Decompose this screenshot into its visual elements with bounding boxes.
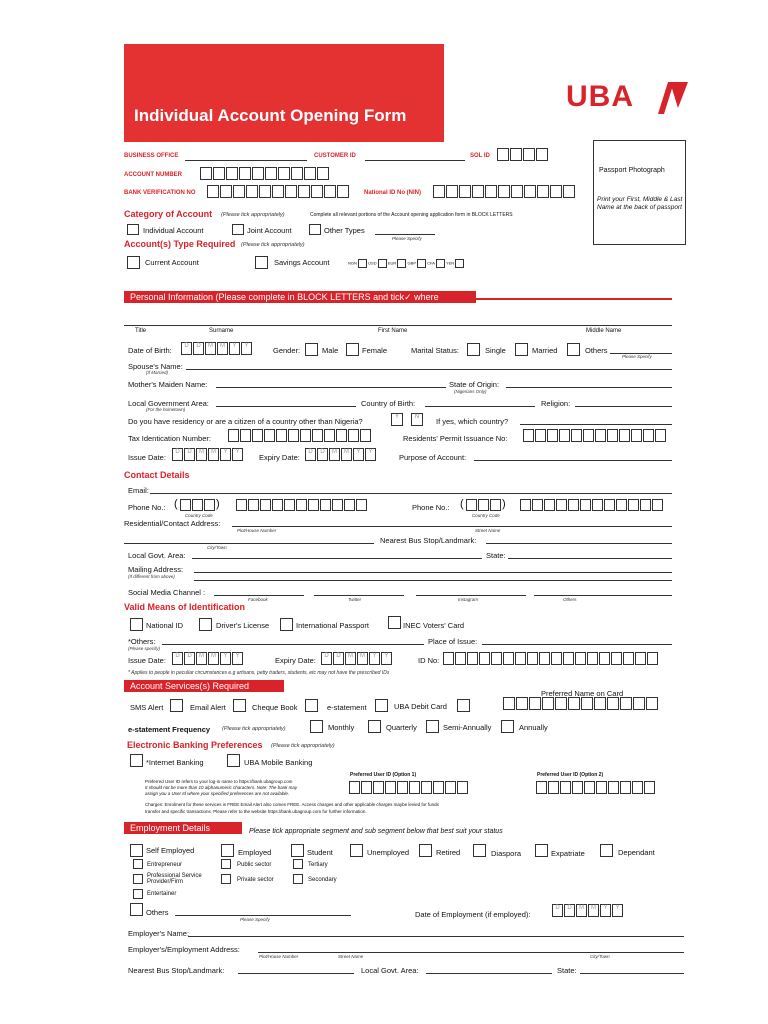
internet-banking-checkbox[interactable] [130, 754, 143, 767]
account-number-boxes[interactable] [200, 167, 330, 180]
sol-id-label: SOL ID [470, 153, 490, 159]
contact-lga-field[interactable] [192, 558, 482, 559]
spouse-field[interactable] [186, 369, 672, 370]
professional-label: Professional Service Provider/Firm [147, 873, 202, 885]
phone1-code-paren-close: ) [216, 498, 220, 510]
expiry-d2: D [317, 448, 328, 461]
currency-yen: YEN [445, 260, 455, 266]
diaspora-label: Diaspora [491, 849, 522, 858]
female-checkbox[interactable] [346, 343, 359, 356]
student-label: Student [307, 848, 333, 857]
issue-date-label: Issue Date: [128, 453, 166, 462]
issue-d1: D [172, 448, 183, 461]
issue-y1: Y [220, 448, 231, 461]
currency-eur-checkbox[interactable] [397, 259, 406, 268]
self-employed-label: Self Employed [146, 846, 195, 855]
dob-m1: M [205, 342, 216, 355]
residency-question: Do you have residency or are a citizen of a country other than Nigeria? [128, 417, 363, 426]
pref-id2-boxes[interactable] [536, 781, 656, 794]
single-checkbox[interactable] [467, 343, 480, 356]
charges-note2: transfer and specific transactions. Please refer to the website https://bank.ubagroup.com for further information. [145, 809, 367, 814]
id-expiry-date-boxes[interactable] [321, 652, 393, 665]
private-sector-checkbox[interactable] [221, 874, 231, 884]
spouse-label: Spouse's Name: [128, 362, 183, 371]
debit-card-checkbox[interactable] [457, 699, 470, 712]
estatement-frequency-hint: (Please tick appropriately) [222, 726, 286, 732]
title-label: Title [135, 328, 147, 334]
state-origin-label: State of Origin: [449, 380, 500, 389]
others-marital-specify: Please Specify [622, 354, 652, 359]
id-footnote: * Applies to people in peculiar circumstances e.g artisans, petty traders, students, etc may not have the prescribed IDs [128, 670, 390, 676]
id-expiry-d1: D [321, 652, 332, 665]
cheque-book-checkbox[interactable] [305, 699, 318, 712]
tin-label: Tax Identication Number: [128, 434, 211, 443]
issue-y2: Y [232, 448, 243, 461]
secondary-checkbox[interactable] [293, 874, 303, 884]
passport-label: International Passport [296, 621, 369, 630]
employment-banner: Employment Details [124, 822, 242, 834]
semi-annually-checkbox[interactable] [426, 720, 439, 733]
title-banner [124, 44, 444, 142]
employer-plot-hint: Plot/House Number [259, 954, 299, 959]
phone1-label: Phone No.: [128, 503, 166, 512]
emp-d1: D [552, 904, 563, 917]
student-checkbox[interactable] [291, 844, 304, 857]
nigerians-only-hint: (Nigerians Only) [454, 389, 487, 394]
facebook-label: Facebook [248, 597, 268, 602]
id-others-label: *Others: [128, 637, 156, 646]
joint-account-checkbox[interactable] [232, 224, 244, 235]
currency-gbp-checkbox[interactable] [417, 259, 426, 268]
employed-checkbox[interactable] [221, 844, 234, 857]
public-sector-checkbox[interactable] [221, 859, 231, 869]
inec-label: INEC Voters' Card [403, 621, 465, 630]
dob-boxes[interactable] [181, 342, 253, 355]
currency-usd-checkbox[interactable] [378, 259, 387, 268]
gender-label: Gender: [273, 346, 301, 355]
lga-label: Local Government Area: [128, 399, 209, 408]
mailing-hint: (If different from above) [128, 574, 175, 579]
instagram-label: Instagram [458, 597, 479, 602]
issue-d2: D [184, 448, 195, 461]
currency-cfa: CFA [427, 260, 435, 266]
id-expiry-y1: Y [369, 652, 380, 665]
unemployed-label: Unemployed [367, 848, 410, 857]
id-issue-m2: M [208, 652, 219, 665]
semi-annually-label: Semi-Annually [443, 723, 492, 732]
tertiary-label: Tertiary [308, 862, 328, 868]
individual-account-checkbox[interactable] [127, 224, 139, 235]
employer-lga-field[interactable] [426, 973, 552, 974]
currency-cfa-checkbox[interactable] [436, 259, 445, 268]
mailing-field[interactable] [194, 572, 672, 573]
residency-yes-box[interactable]: Y [391, 413, 403, 426]
dependant-label: Dependant [618, 848, 655, 857]
preferred-name-label: Preferred Name on Card [541, 689, 624, 698]
married-checkbox[interactable] [515, 343, 528, 356]
spouse-hint: (If Married) [146, 370, 169, 375]
id-expiry-date-label: Expiry Date: [275, 656, 316, 665]
emp-m1: M [576, 904, 587, 917]
unemployed-checkbox[interactable] [350, 844, 363, 857]
employment-others-label: Others [146, 908, 169, 917]
contact-heading: Contact Details [124, 470, 190, 480]
diaspora-checkbox[interactable] [473, 844, 486, 857]
marital-label: Marital Status: [411, 346, 459, 355]
lga-field[interactable] [216, 406, 356, 407]
form-title: Individual Account Opening Form [134, 106, 407, 125]
permit-boxes[interactable] [523, 429, 667, 442]
monthly-label: Monthly [328, 723, 355, 732]
currency-eur: EUR [387, 260, 397, 266]
name-line[interactable] [124, 325, 672, 326]
expatriate-checkbox[interactable] [535, 844, 548, 857]
quarterly-label: Quarterly [386, 723, 417, 732]
dob-d2: D [193, 342, 204, 355]
pref-id-note2: It should not be more than 10 alphanumeric characters. Note: The bank may [145, 785, 298, 790]
id-no-boxes[interactable] [443, 652, 659, 665]
debit-card-label: UBA Debit Card [394, 702, 447, 711]
business-office-field[interactable] [185, 160, 307, 161]
other-types-field[interactable] [375, 234, 435, 235]
phone1-boxes[interactable] [236, 499, 368, 511]
tin-boxes[interactable] [228, 429, 372, 442]
dependant-checkbox[interactable] [600, 844, 613, 857]
phone2-code-boxes[interactable] [466, 499, 502, 511]
religion-field[interactable] [575, 406, 672, 407]
nin-label: National ID No (NIN) [364, 190, 421, 196]
dob-y1: Y [229, 342, 240, 355]
passport-photo-box [593, 140, 686, 245]
email-alert-label: Email Alert [190, 703, 226, 712]
entertainer-label: Entertainer [147, 891, 177, 897]
phone1-code-boxes[interactable] [180, 499, 216, 511]
pref-id2-label: Preferred User ID (Option 2) [537, 772, 604, 778]
expiry-d1: D [305, 448, 316, 461]
address-city-hint: City/Town [207, 545, 227, 550]
address-line2[interactable] [124, 543, 374, 544]
individual-account-label: Individual Account [143, 226, 204, 235]
female-label: Female [362, 346, 388, 355]
country-birth-field[interactable] [425, 406, 535, 407]
currency-yen-checkbox[interactable] [455, 259, 464, 268]
professional-checkbox[interactable] [133, 874, 143, 884]
id-issue-m1: M [196, 652, 207, 665]
expiry-date-label: Expiry Date: [259, 453, 300, 462]
id-issue-d1: D [172, 652, 183, 665]
emp-m2: M [588, 904, 599, 917]
employment-others-specify: Please Specify [240, 917, 270, 922]
category-heading: Category of Account [124, 209, 213, 219]
twitter-field[interactable] [314, 595, 404, 596]
current-account-checkbox[interactable] [127, 256, 140, 269]
employer-street-hint: Street Name [338, 954, 364, 959]
lga-hint: (For the hometown) [146, 407, 186, 412]
id-issue-y1: Y [220, 652, 231, 665]
private-sector-label: Private sector [237, 877, 274, 883]
preferred-name-boxes[interactable] [503, 697, 659, 710]
ebanking-heading: Electronic Banking Preferences [127, 740, 263, 750]
purpose-field[interactable] [474, 460, 672, 461]
personal-info-banner: Personal Information (Please complete in BLOCK LETTERS and tick✓ where necessary) [124, 291, 476, 303]
contact-lga-label: Local Govt. Area: [128, 551, 186, 560]
mobile-banking-label: UBA Mobile Banking [244, 758, 313, 767]
employer-city-hint: City/Town [590, 954, 610, 959]
middle-name-label: Middle Name [586, 328, 622, 334]
contact-state-label: State: [486, 551, 506, 560]
which-country-label: If yes, which country? [436, 417, 509, 426]
id-issue-date-boxes[interactable] [172, 652, 244, 665]
savings-account-label: Savings Account [274, 258, 330, 267]
employer-bus-stop-field[interactable] [238, 973, 354, 974]
employed-label: Employed [238, 848, 272, 857]
other-types-specify: Please Specify [392, 236, 422, 241]
national-id-label: National ID [146, 621, 184, 630]
address-label: Residential/Contact Address: [124, 519, 221, 528]
email-field[interactable] [150, 493, 672, 494]
instagram-field[interactable] [416, 595, 526, 596]
uba-logo-text: UBA [566, 80, 634, 113]
business-office-label: BUSINESS OFFICE [124, 153, 179, 159]
estatement-label: e-statement [327, 703, 367, 712]
inec-checkbox[interactable] [388, 616, 401, 629]
email-label: Email: [128, 486, 149, 495]
address-street-hint: Street Name [475, 528, 501, 533]
social-label: Social Media Channel : [128, 588, 206, 597]
currency-gbp: GBP [407, 260, 416, 266]
nin-boxes[interactable] [433, 185, 576, 198]
social-others-label: Others [563, 597, 577, 602]
savings-account-checkbox[interactable] [255, 256, 268, 269]
joint-account-label: Joint Account [247, 226, 292, 235]
others-marital-checkbox[interactable] [567, 343, 580, 356]
expiry-date-boxes[interactable] [305, 448, 377, 461]
secondary-label: Secondary [308, 877, 337, 883]
residency-no-box[interactable]: N [411, 413, 423, 426]
other-types-checkbox[interactable] [309, 224, 321, 235]
category-note: Complete all relevant portions of the Account opening application form in BLOCK LETTERS [310, 212, 513, 218]
mailing-label: Mailing Address: [128, 565, 184, 574]
place-issue-field[interactable] [482, 644, 672, 645]
employer-state-label: State: [557, 966, 577, 975]
id-others-field[interactable] [162, 644, 424, 645]
ebanking-hint: (Please tick appropriately) [271, 743, 335, 749]
public-sector-label: Public sector [237, 862, 272, 868]
married-label: Married [532, 346, 558, 355]
surname-label: Surname [209, 328, 234, 334]
id-issue-d2: D [184, 652, 195, 665]
currency-ngn-checkbox[interactable] [358, 259, 367, 268]
employment-others-checkbox[interactable] [130, 903, 143, 916]
dob-m2: M [217, 342, 228, 355]
annually-label: Annually [519, 723, 548, 732]
uba-logo-mark [654, 78, 688, 114]
id-expiry-m2: M [357, 652, 368, 665]
passport-photo-instruction: Print your First, Middle & Last Name at the back of passport [597, 196, 683, 211]
account-number-label: ACCOUNT NUMBER [124, 172, 182, 178]
estatement-checkbox[interactable] [375, 699, 388, 712]
phone2-code-paren: ( [460, 498, 464, 510]
phone2-code-paren-close: ) [502, 498, 506, 510]
customer-id-field[interactable] [365, 160, 465, 161]
permit-label: Residents' Permit Issuance No: [403, 434, 508, 443]
employer-state-field[interactable] [580, 973, 684, 974]
employer-name-label: Employer's Name: [128, 929, 190, 938]
employment-others-field[interactable] [175, 915, 351, 916]
expatriate-label: Expatriate [551, 849, 585, 858]
services-banner: Account Services(s) Required [124, 680, 284, 692]
id-issue-date-label: Issue Date: [128, 656, 166, 665]
estatement-frequency-label: e-statement Frequency [128, 725, 211, 734]
id-expiry-d2: D [333, 652, 344, 665]
phone2-label: Phone No.: [412, 503, 450, 512]
contact-state-field[interactable] [508, 558, 672, 559]
retired-label: Retired [436, 848, 461, 857]
charges-note1: Charges: Enrolment for these services is FREE Email Alert also comes FREE. Access charges and other applicable charges maybe levied for funds [145, 802, 439, 807]
id-expiry-m1: M [345, 652, 356, 665]
expiry-y2: Y [365, 448, 376, 461]
address-plot-hint: Plot/House Number [237, 528, 277, 533]
maiden-field[interactable] [216, 387, 446, 388]
cheque-book-label: Cheque Book [252, 703, 298, 712]
mobile-banking-checkbox[interactable] [227, 754, 240, 767]
pref-id1-label: Preferred User ID (Option 1) [350, 772, 417, 778]
sol-id-boxes[interactable] [497, 148, 549, 161]
pref-id-note3: assign you a User Id where your specified preferences are not available. [145, 791, 290, 796]
currency-options [348, 259, 464, 268]
address-field[interactable] [232, 526, 672, 527]
state-origin-field[interactable] [506, 387, 672, 388]
maiden-label: Mother's Maiden Name: [128, 380, 208, 389]
entrepreneur-label: Entrepreneur [147, 862, 183, 868]
id-expiry-y2: Y [381, 652, 392, 665]
employment-instruction: Please tick appropriate segment and sub segment below that best suit your status [249, 828, 503, 835]
current-account-label: Current Account [145, 258, 199, 267]
currency-ngn: NGN [348, 260, 357, 266]
passport-photo-title: Passport Photograph [599, 167, 665, 174]
phone2-country-code: Country Code [472, 513, 500, 518]
id-no-label: ID No: [418, 656, 440, 665]
dob-label: Date of Birth: [128, 346, 172, 355]
expiry-m1: M [329, 448, 340, 461]
phone2-boxes[interactable] [520, 499, 664, 511]
emp-y1: Y [600, 904, 611, 917]
tertiary-checkbox[interactable] [293, 859, 303, 869]
male-label: Male [322, 346, 339, 355]
male-checkbox[interactable] [305, 343, 318, 356]
account-type-hint: (Please tick appropriately) [241, 242, 305, 248]
others-marital-label: Others [585, 346, 608, 355]
which-country-field[interactable] [520, 424, 672, 425]
pref-id-note1: Preferred User ID refers to your log-in name to https://bank.ubagroup.com [145, 779, 293, 784]
id-others-hint: (Please specify) [128, 646, 161, 651]
currency-usd: USD [368, 260, 377, 266]
sms-alert-checkbox[interactable] [170, 699, 183, 712]
identification-heading: Valid Means of Identification [124, 602, 246, 612]
issue-date-boxes[interactable] [172, 448, 244, 461]
entertainer-checkbox[interactable] [133, 889, 143, 899]
phone1-country-code: Country Code [185, 513, 213, 518]
religion-label: Religion: [541, 399, 571, 408]
customer-id-label: CUSTOMER ID [314, 153, 356, 159]
monthly-checkbox[interactable] [310, 720, 323, 733]
annually-checkbox[interactable] [501, 720, 514, 733]
expiry-m2: M [341, 448, 352, 461]
emp-d2: D [564, 904, 575, 917]
mailing-field-2[interactable] [194, 580, 672, 581]
category-hint: (Please tick appropriately) [221, 212, 285, 218]
employer-address-label: Employer's/Employment Address: [128, 945, 240, 954]
bus-stop-label: Nearest Bus Stop/Landmark: [380, 536, 477, 545]
account-type-heading: Account(s) Type Required [124, 239, 236, 249]
date-employment-label: Date of Employment (if employed): [415, 910, 531, 919]
entrepreneur-checkbox[interactable] [133, 859, 143, 869]
first-name-label: First Name [378, 328, 408, 334]
dob-y2: Y [241, 342, 252, 355]
place-issue-label: Place of Issue: [428, 637, 478, 646]
other-types-label: Other Types [324, 226, 365, 235]
date-employment-boxes[interactable] [552, 904, 624, 917]
bvn-label: BANK VERIFICATION NO [124, 190, 196, 196]
bvn-boxes[interactable] [207, 185, 350, 198]
expiry-y1: Y [353, 448, 364, 461]
issue-m1: M [196, 448, 207, 461]
country-birth-label: Country of Birth: [361, 399, 416, 408]
phone1-code-paren: ( [174, 498, 178, 510]
bus-stop-field[interactable] [486, 543, 672, 544]
id-issue-y2: Y [232, 652, 243, 665]
retired-checkbox[interactable] [419, 844, 432, 857]
emp-y2: Y [612, 904, 623, 917]
uba-logo [566, 80, 634, 114]
facebook-field[interactable] [214, 595, 304, 596]
email-alert-checkbox[interactable] [233, 699, 246, 712]
sms-alert-label: SMS Alert [130, 703, 164, 712]
quarterly-checkbox[interactable] [368, 720, 381, 733]
single-label: Single [485, 346, 506, 355]
drivers-license-checkbox[interactable] [199, 618, 212, 631]
drivers-license-label: Driver's License [216, 621, 270, 630]
employer-bus-stop-label: Nearest Bus Stop/Landmark: [128, 966, 225, 975]
self-employed-checkbox[interactable] [130, 844, 143, 857]
purpose-label: Purpose of Account: [399, 453, 467, 462]
employer-lga-label: Local Govt. Area: [361, 966, 419, 975]
employer-name-field[interactable] [188, 936, 684, 937]
pref-id1-boxes[interactable] [349, 781, 469, 794]
national-id-checkbox[interactable] [130, 618, 143, 631]
employer-address-field[interactable] [258, 952, 684, 953]
internet-banking-label: *Internet Banking [146, 758, 204, 767]
issue-m2: M [208, 448, 219, 461]
social-others-field[interactable] [534, 595, 672, 596]
twitter-label: Twitter [348, 597, 362, 602]
dob-d1: D [181, 342, 192, 355]
passport-checkbox[interactable] [280, 618, 293, 631]
